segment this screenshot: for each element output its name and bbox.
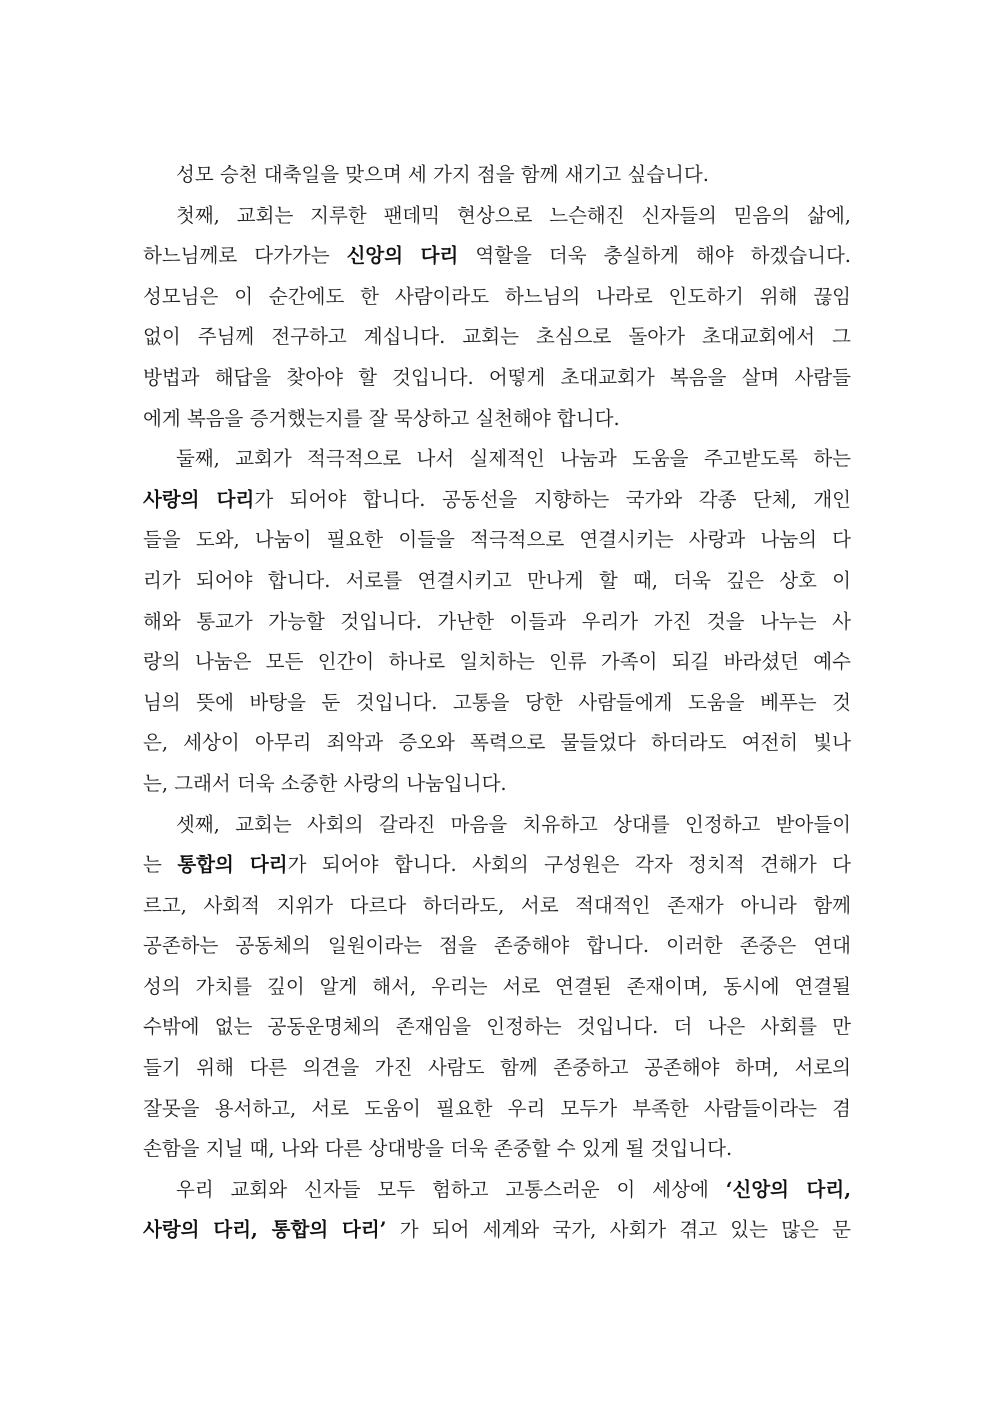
text-line: 하느님께로 다가가는 신앙의 다리 역할을 더욱 충실하게 해야 하겠습니다. bbox=[143, 244, 851, 268]
text-line: 에게 복음을 증거했는지를 잘 묵상하고 실천해야 합니다. bbox=[143, 406, 620, 430]
text-line: 들을 도와, 나눔이 필요한 이들을 적극적으로 연결시키는 사랑과 나눔의 다 bbox=[143, 528, 851, 552]
text-line: 르고, 사회적 지위가 다르다 하더라도, 서로 적대적인 존재가 아니라 함께 bbox=[143, 893, 851, 917]
text-line: 사랑의 다리가 되어야 합니다. 공동선을 지향하는 국가와 각종 단체, 개인 bbox=[143, 487, 851, 511]
text-line: 없이 주님께 전구하고 계십니다. 교회는 초심으로 돌아가 초대교회에서 그 bbox=[143, 325, 851, 349]
emphasis-three-bridges: 사랑의 다리, 통합의 다리’ bbox=[143, 1218, 387, 1242]
emphasis-love-bridge: 사랑의 다리 bbox=[143, 487, 255, 511]
text-line: 랑의 나눔은 모든 인간이 하나로 일치하는 인류 가족이 되길 바라셨던 예수 bbox=[143, 650, 851, 674]
text-line: 공존하는 공동체의 일원이라는 점을 존중해야 합니다. 이러한 존중은 연대 bbox=[143, 934, 851, 958]
text-line: 성의 가치를 깊이 알게 해서, 우리는 서로 연결된 존재이며, 동시에 연결될 bbox=[143, 974, 851, 998]
emphasis-three-bridges: ‘신앙의 다리, bbox=[725, 1177, 851, 1201]
text-line: 잘못을 용서하고, 서로 도움이 필요한 우리 모두가 부족한 사람들이라는 겸 bbox=[143, 1096, 851, 1120]
text-line: 성모 승천 대축일을 맞으며 세 가지 점을 함께 새기고 싶습니다. bbox=[176, 163, 709, 186]
text-line: 은, 세상이 아무리 죄악과 증오와 폭력으로 물들었다 하더라도 여전히 빛나 bbox=[143, 731, 851, 755]
text-line: 방법과 해답을 찾아야 할 것입니다. 어떻게 초대교회가 복음을 살며 사람들 bbox=[143, 365, 851, 389]
emphasis-faith-bridge: 신앙의 다리 bbox=[346, 244, 459, 268]
text-line: 손함을 지닐 때, 나와 다른 상대방을 더욱 존중할 수 있게 될 것입니다. bbox=[143, 1137, 733, 1161]
text-line: 들기 위해 다른 의견을 가진 사람도 함께 존중하고 공존해야 하며, 서로의 bbox=[143, 1056, 851, 1080]
text-line: 리가 되어야 합니다. 서로를 연결시키고 만나게 할 때, 더욱 깊은 상호 이 bbox=[143, 568, 851, 592]
text-line: 수밖에 없는 공동운명체의 존재임을 인정하는 것입니다. 더 나은 사회를 만 bbox=[143, 1015, 851, 1039]
text-line: 첫째, 교회는 지루한 팬데믹 현상으로 느슨해진 신자들의 믿음의 삶에, bbox=[176, 203, 851, 227]
text-line: 님의 뜻에 바탕을 둔 것입니다. 고통을 당한 사람들에게 도움을 베푸는 것 bbox=[143, 690, 851, 714]
text-line: 는, 그래서 더욱 소중한 사랑의 나눔입니다. bbox=[143, 771, 507, 795]
text-line: 성모님은 이 순간에도 한 사람이라도 하느님의 나라로 인도하기 위해 끊임 bbox=[143, 284, 851, 308]
body-text bbox=[143, 155, 851, 1251]
emphasis-unity-bridge: 통합의 다리 bbox=[177, 853, 288, 877]
text-line: 사랑의 다리, 통합의 다리’ 가 되어 세계와 국가, 사회가 겪고 있는 많은 문 bbox=[143, 1218, 851, 1242]
text-line: 해와 통교가 가능할 것입니다. 가난한 이들과 우리가 가진 것을 나누는 사 bbox=[143, 609, 851, 633]
text-line: 둘째, 교회가 적극적으로 나서 실제적인 나눔과 도움을 주고받도록 하는 bbox=[176, 447, 851, 471]
text-line: 셋째, 교회는 사회의 갈라진 마음을 치유하고 상대를 인정하고 받아들이 bbox=[176, 812, 851, 836]
text-line: 우리 교회와 신자들 모두 험하고 고통스러운 이 세상에 ‘신앙의 다리, bbox=[176, 1177, 851, 1201]
text-line: 는 통합의 다리가 되어야 합니다. 사회의 구성원은 각자 정치적 견해가 다 bbox=[143, 853, 851, 877]
